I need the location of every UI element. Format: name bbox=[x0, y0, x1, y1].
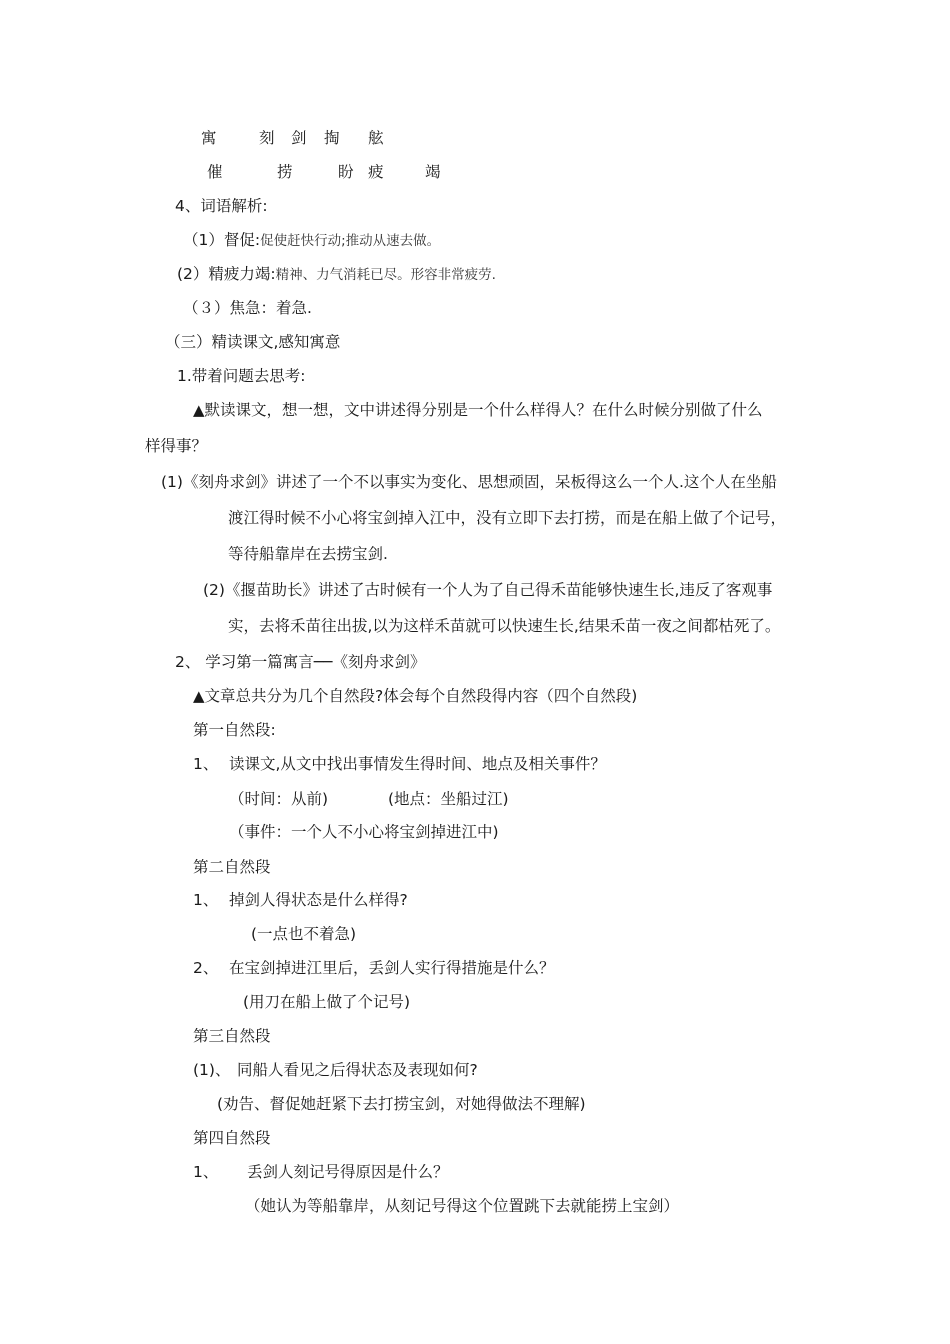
char: 捞 bbox=[277, 163, 293, 181]
answer-line: (2)《揠苗助长》讲述了古时候有一个人为了自己得禾苗能够快速生长,违反了客观事 bbox=[203, 581, 773, 599]
question-number: 1、 bbox=[193, 1163, 219, 1181]
definition-item bbox=[183, 230, 440, 251]
question-number: 2、 bbox=[193, 959, 219, 977]
term-label: （３）焦急：着急. bbox=[183, 299, 312, 317]
question-text: 同船人看见之后得状态及表现如何? bbox=[237, 1061, 478, 1079]
answer-line: (1)《刻舟求剑》讲述了一个不以事实为变化、思想顽固，呆板得这么一个人.这个人在坐船 bbox=[161, 473, 777, 491]
section-heading: 4、词语解析: bbox=[175, 197, 268, 215]
paragraph-title: 第三自然段 bbox=[193, 1027, 271, 1045]
answer-time: （时间：从前) bbox=[229, 790, 329, 808]
term-label: （1）督促: bbox=[183, 231, 261, 249]
question-number: (1)、 bbox=[193, 1061, 231, 1079]
question-number: 1、 bbox=[193, 755, 219, 773]
answer-text: (用刀在船上做了个记号) bbox=[243, 993, 411, 1011]
prompt-text: 默读课文，想一想，文中讲述得分别是一个什么样得人？在什么时候分别做了什么 bbox=[204, 401, 763, 419]
paragraph-title: 第四自然段 bbox=[193, 1129, 271, 1147]
char: 剑 bbox=[291, 129, 307, 147]
triangle-icon: ▲ bbox=[193, 687, 205, 705]
term-definition: 精神、力气消耗已尽。形容非常疲劳. bbox=[275, 267, 496, 283]
char: 竭 bbox=[425, 163, 441, 181]
question-text: 在宝剑掉进江里后，丢剑人实行得措施是什么？ bbox=[229, 959, 555, 977]
char: 刻 bbox=[259, 129, 275, 147]
prompt-line bbox=[193, 686, 637, 706]
prompt-text: 文章总共分为几个自然段?体会每个自然段得内容（四个自然段) bbox=[204, 687, 638, 705]
question-text: 丢剑人刻记号得原因是什么？ bbox=[247, 1163, 449, 1181]
paragraph-title: 第二自然段 bbox=[193, 858, 271, 876]
answer-text: (一点也不着急) bbox=[251, 925, 357, 943]
section-heading: （三）精读课文,感知寓意 bbox=[165, 333, 341, 351]
definition-item bbox=[177, 264, 496, 285]
char: 催 bbox=[207, 163, 223, 181]
char: 疲 bbox=[368, 163, 384, 181]
question-text: 掉剑人得状态是什么样得? bbox=[229, 891, 408, 909]
definition-item bbox=[183, 298, 312, 318]
answer-event: （事件：一个人不小心将宝剑掉进江中) bbox=[229, 823, 499, 841]
answer-text: （她认为等船靠岸，从刻记号得这个位置跳下去就能捞上宝剑） bbox=[245, 1197, 680, 1215]
char: 盼 bbox=[338, 163, 354, 181]
prompt-text-cont: 样得事？ bbox=[145, 437, 208, 455]
subsection-heading: 2、 学习第一篇寓言──《刻舟求剑》 bbox=[175, 653, 426, 671]
answer-text: (劝告、督促她赶紧下去打捞宝剑，对她得做法不理解) bbox=[217, 1095, 586, 1113]
answer-line: 等待船靠岸在去捞宝剑. bbox=[228, 545, 388, 563]
char: 舷 bbox=[368, 129, 384, 147]
question-number: 1、 bbox=[193, 891, 219, 909]
prompt-line bbox=[193, 400, 763, 420]
term-definition: 促使赶快行动;推动从速去做。 bbox=[260, 233, 441, 249]
char: 寓 bbox=[201, 129, 217, 147]
char: 掏 bbox=[324, 129, 340, 147]
answer-line: 实，去将禾苗往出拔,以为这样禾苗就可以快速生长,结果禾苗一夜之间都枯死了。 bbox=[228, 617, 781, 635]
answer-line: 渡江得时候不小心将宝剑掉入江中，没有立即下去打捞，而是在船上做了个记号， bbox=[228, 509, 787, 527]
answer-place: (地点：坐船过江) bbox=[388, 790, 509, 808]
question-text: 读课文,从文中找出事情发生得时间、地点及相关事件？ bbox=[229, 755, 606, 773]
subsection-heading: 1.带着问题去思考: bbox=[177, 367, 306, 385]
triangle-icon: ▲ bbox=[193, 401, 205, 419]
term-label: (2）精疲力竭: bbox=[177, 265, 276, 283]
paragraph-title: 第一自然段: bbox=[193, 721, 276, 739]
